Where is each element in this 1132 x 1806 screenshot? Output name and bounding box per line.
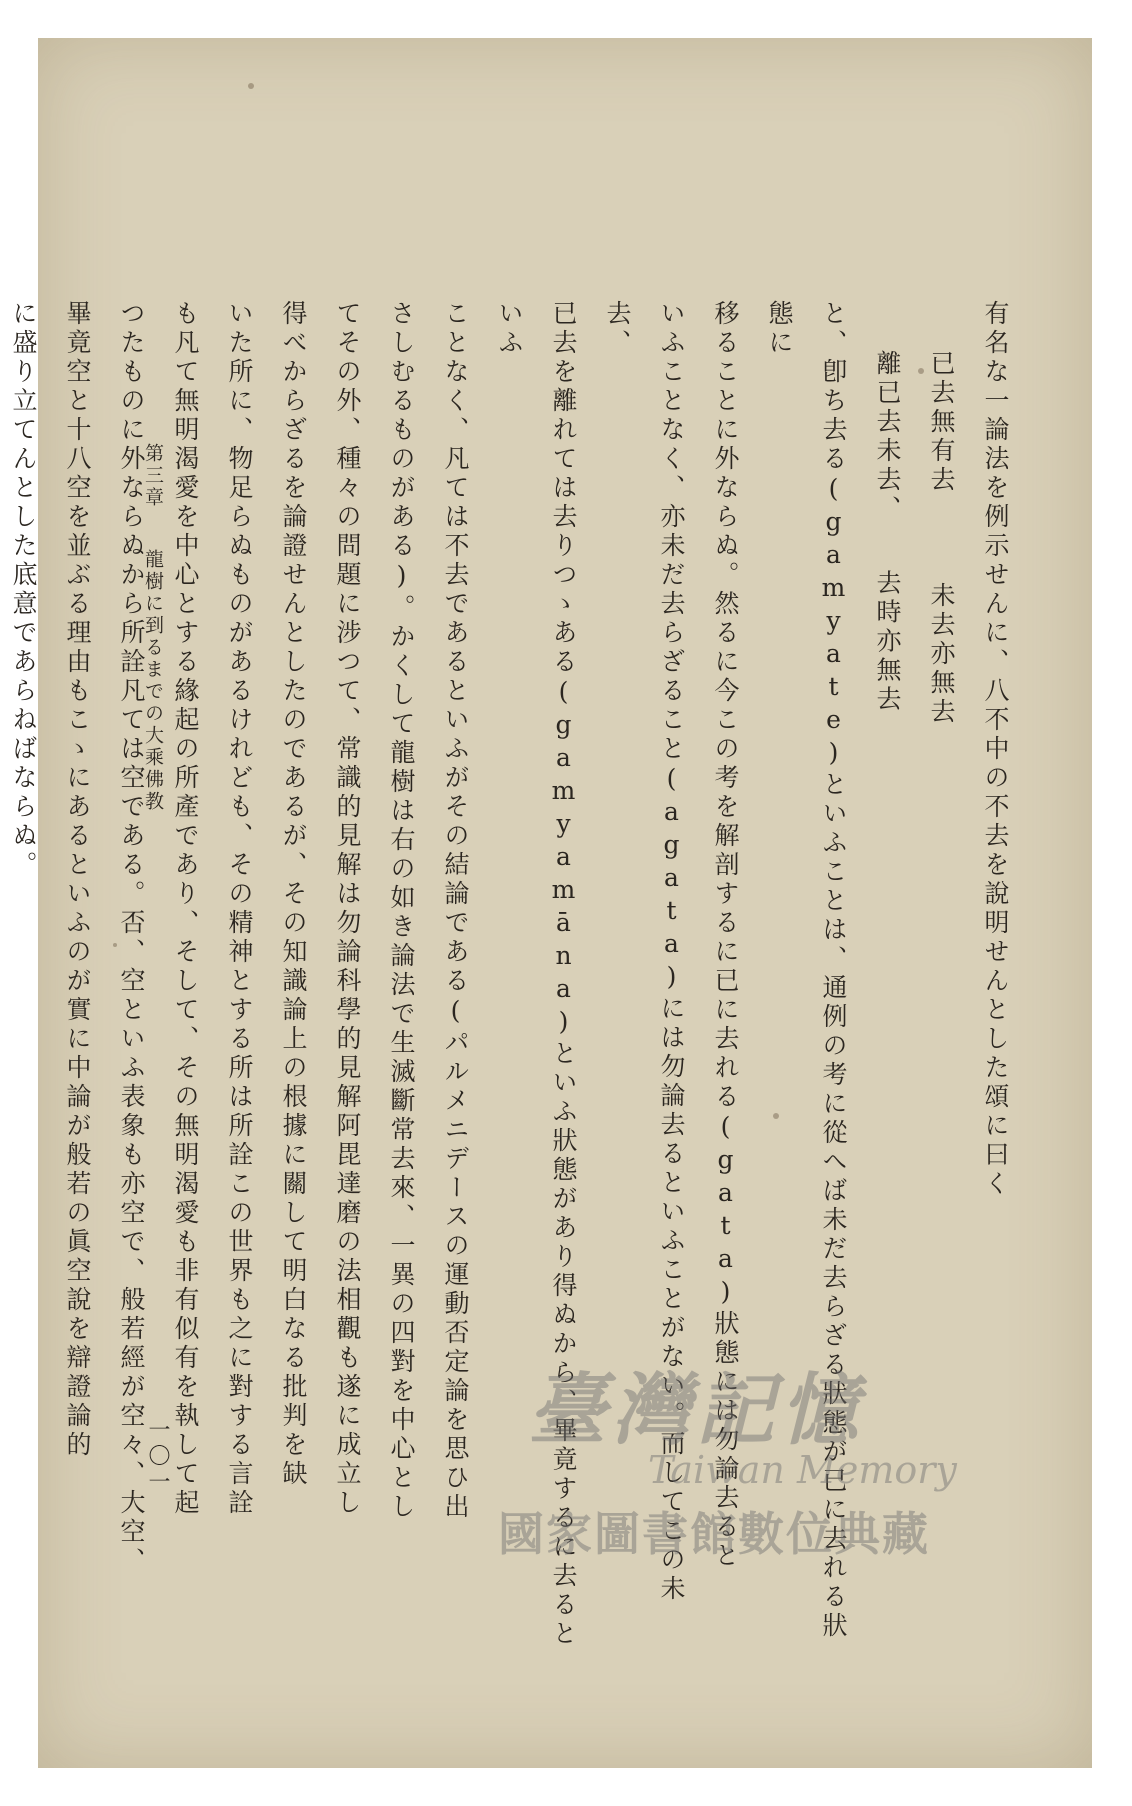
paper-speck bbox=[248, 83, 254, 89]
watermark-english: Taiwan Memory bbox=[648, 1448, 957, 1492]
text-line: ことなく、凡ては不去であるといふがその結論である(パルメニデースの運動否定論を思ひ出 bbox=[441, 300, 470, 1522]
text-line: に盛り立てんとした底意であらねばならぬ。 bbox=[9, 300, 38, 880]
text-line: いふことなく、亦未だ去らざること(agata)には勿論去るといふことがない。而してこの未去、 bbox=[603, 300, 686, 1604]
text-line: 得べからざるを論證せんとしたのであるが、その知識論上の根據に關して明白なる批判を缺 bbox=[279, 300, 308, 1489]
text-line: 有名な一論法を例示せんに、八不中の不去を說明せんとした頌に曰く bbox=[981, 300, 1010, 1199]
verse-line: 離已去未去、 去時亦無去 bbox=[873, 350, 902, 715]
book-page bbox=[9, 38, 1092, 1768]
paper-speck bbox=[918, 368, 924, 374]
watermark-logo: 臺灣記憶 bbox=[528, 1366, 865, 1456]
running-footer bbox=[140, 443, 167, 813]
text-line: と、卽ち去る(gamyate)といふことは、通例の考に從へば未だ去らざる狀態が已に去れる狀態に bbox=[765, 300, 848, 1641]
chapter-title: 龍樹に到るまでの大乘佛教 bbox=[142, 549, 164, 813]
watermark-subtitle: 國家圖書館數位典藏 bbox=[498, 1507, 930, 1561]
page-number: 一〇一 bbox=[145, 1418, 170, 1496]
text-line: いた所に、物足らぬものがあるけれども、その精神とする所は所詮この世界も之に對する言詮 bbox=[225, 300, 254, 1518]
text-line: さしむるものがある)。かくして龍樹は右の如き論法で生滅斷常去來、一異の四對を中心とし bbox=[387, 300, 416, 1522]
text-line: 已去を離れては去りつゝある(gamyamāna)といふ狀態があり得ぬから、畢竟するに去るといふ bbox=[495, 300, 578, 1649]
text-line: も凡て無明渴愛を中心とする緣起の所產であり、そして、その無明渴愛も非有似有を執して起 bbox=[171, 300, 200, 1518]
chapter-label: 第三章 bbox=[142, 443, 164, 509]
text-line: てその外、種々の問題に涉つて、常識的見解は勿論科學的見解阿毘達磨の法相觀も遂に成立し bbox=[333, 300, 362, 1518]
paper-speck bbox=[773, 1113, 779, 1119]
verse-line: 已去無有去 未去亦無去 bbox=[927, 350, 956, 727]
paper-speck bbox=[113, 943, 117, 947]
text-line: 移ることに外ならぬ。然るに今この考を解剖するに已に去れる(gata)狀態には勿論去ると bbox=[711, 300, 740, 1571]
text-line: つたものに外ならぬから所詮凡ては空である。否、空といふ表象も亦空で、般若經が空々、大空、 bbox=[117, 300, 146, 1576]
text-line: 畢竟空と十八空を並ぶる理由もこゝにあるといふのが實に中論が般若の眞空說を辯證論的 bbox=[63, 300, 92, 1460]
